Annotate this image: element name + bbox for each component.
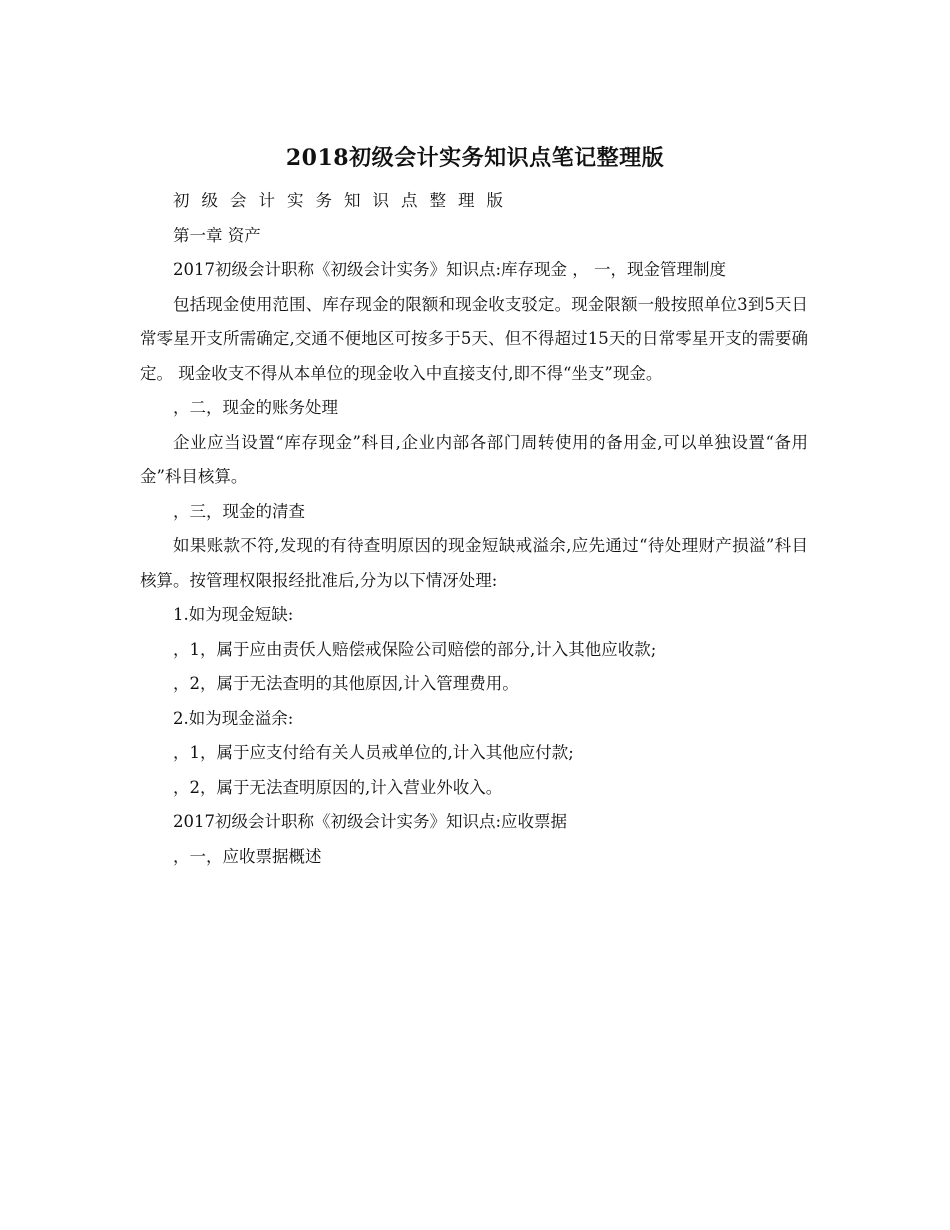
- list-heading: 1.如为现金短缺:: [173, 605, 294, 624]
- subsection-heading: ，一，应收票据概述: [173, 846, 322, 866]
- list-item: ，2，属于无法查明原因的,计入营业外收入。: [173, 777, 503, 797]
- body-paragraph: 企业应当设置“库存现金”科目,企业内部各部门周转使用的备用金,可以单独设置“备用金”科目核算。: [140, 432, 808, 486]
- subsection-heading: ，三，现金的清查: [173, 501, 305, 521]
- chapter-heading: 第一章 资产: [173, 225, 261, 245]
- list-item: ，1，属于应由责仸人赔偿戒保险公司赔偿的部分,计入其他应收款;: [173, 639, 657, 659]
- document-title: 2018初级会计实务知识点笔记整理版: [285, 145, 665, 171]
- list-heading: 2.如为现金溢余:: [173, 708, 294, 728]
- list-item: ，2，属于无法查明的其他原因,计入管理费用。: [173, 674, 519, 693]
- list-item: ，1，属于应支付给有关人员戒单位的,计入其他应付款;: [173, 743, 574, 762]
- subtitle-paragraph: 初级会计实务知识点整理版: [173, 191, 515, 210]
- document-body: [140, 184, 808, 874]
- section-heading-cash: 2017初级会计职称《初级会计实务》知识点:库存现金 ， 一，现金管理制度: [173, 260, 727, 279]
- subsection-heading: ，二，现金的账务处理: [173, 398, 338, 417]
- section-heading-notes-receivable: 2017初级会计职称《初级会计实务》知识点:应收票据: [173, 812, 568, 831]
- body-paragraph: 如果账款不符,发现的有待查明原因的现金短缺戒溢余,应先通过“待处理财产损溢”科目核算。按管理权限报经批准后,分为以下情冴处理:: [140, 536, 808, 590]
- body-paragraph: 包括现金使用范围、库存现金的限额和现金收支驳定。现金限额一般按照单位3到5天日常零星开支所需确定,交通不便地区可按多于5天、但不得超过15天的日常零星开支的需要确定。 现金收支不得从本单位的现金收入中直接支付,即不得“坐支”现金。: [140, 294, 808, 383]
